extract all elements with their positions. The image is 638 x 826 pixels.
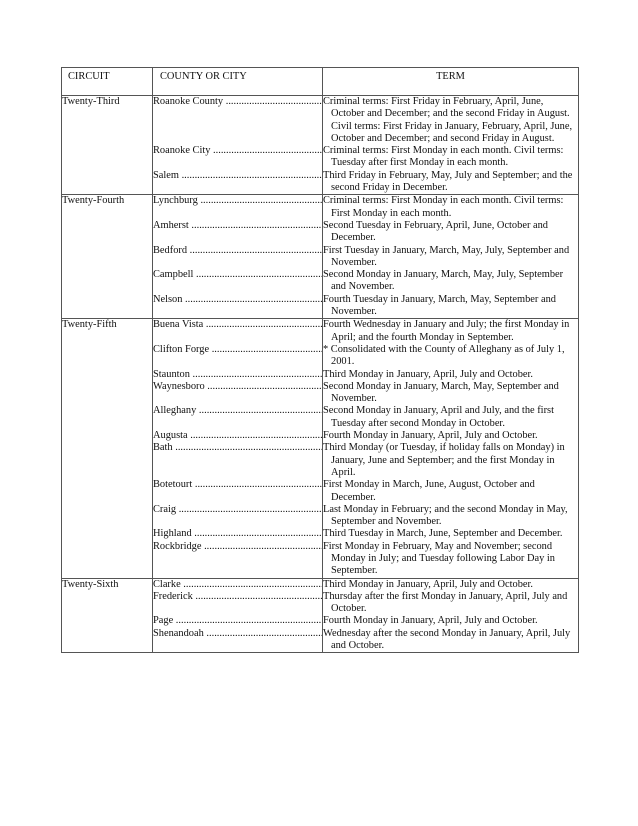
term-entry: Second Monday in January, March, May, July, September and November. <box>323 269 564 293</box>
county-entry <box>153 405 322 430</box>
county-name: Clifton Forge <box>153 343 210 355</box>
county-list <box>153 319 323 578</box>
county-entry <box>153 344 322 369</box>
term-list <box>323 578 579 653</box>
dot-leader <box>181 579 322 590</box>
term-list <box>323 319 579 578</box>
term-list <box>323 195 579 319</box>
term-entry: Fourth Monday in January, April, July and October. <box>323 430 538 442</box>
county-name: Frederick <box>153 590 193 602</box>
term-list <box>323 96 579 195</box>
dot-leader <box>189 220 322 231</box>
county-name: Buena Vista <box>153 319 204 331</box>
county-name: Botetourt <box>153 479 193 491</box>
circuit-row <box>62 96 579 195</box>
county-name: Campbell <box>153 269 194 281</box>
county-list <box>153 578 323 653</box>
header-row <box>62 68 579 96</box>
county-entry <box>153 591 322 616</box>
dot-leader <box>190 369 322 380</box>
term-entry: Second Monday in January, April and July, and the first Tuesday after second Monday in October. <box>323 405 554 429</box>
county-entry <box>153 430 322 442</box>
county-name: Highland <box>153 528 192 540</box>
county-entry <box>153 269 322 294</box>
term-entry: Third Monday in January, April, July and October. <box>323 368 533 380</box>
county-entry <box>153 381 322 406</box>
county-entry <box>153 528 322 540</box>
county-header: COUNTY OR CITY <box>153 68 323 96</box>
dot-leader <box>203 319 322 330</box>
county-name: Staunton <box>153 368 190 380</box>
dot-leader <box>192 528 322 539</box>
county-name: Augusta <box>153 430 188 442</box>
county-name: Craig <box>153 503 177 515</box>
county-name: Alleghany <box>153 405 197 417</box>
county-entry <box>153 245 322 270</box>
county-name: Roanoke County <box>153 96 224 107</box>
county-entry <box>153 541 322 578</box>
term-entry: Wednesday after the second Monday in January, April, July and October. <box>323 627 571 652</box>
dot-leader <box>193 591 322 602</box>
term-entry: Third Monday in January, April, July and October. <box>323 578 533 590</box>
circuit-name: Twenty-Fourth <box>62 195 153 319</box>
county-name: Shenandoah <box>153 627 204 639</box>
circuit-name: Twenty-Sixth <box>62 578 153 653</box>
dot-leader <box>201 541 322 552</box>
county-entry <box>153 479 322 504</box>
dot-leader <box>198 195 322 206</box>
county-name: Salem <box>153 169 179 181</box>
county-entry <box>153 145 322 170</box>
term-entry: Third Tuesday in March, June, September and December. <box>323 528 563 540</box>
term-entry: Third Monday (or Tuesday, if holiday falls on Monday) in January, June and September; and the first Monday in April. <box>323 442 565 478</box>
term-entry: * Consolidated with the County of Alleghany as of July 1, 2001. <box>323 343 565 368</box>
dot-leader <box>176 504 322 515</box>
dot-leader <box>205 381 322 392</box>
county-entry <box>153 369 322 381</box>
term-entry: Last Monday in February; and the second Monday in May, September and November. <box>323 503 568 528</box>
term-header: TERM <box>323 68 579 96</box>
county-entry <box>153 628 322 653</box>
county-list <box>153 96 323 195</box>
county-entry <box>153 96 322 145</box>
dot-leader <box>179 170 322 181</box>
term-entry: First Tuesday in January, March, May, July, September and November. <box>323 244 570 268</box>
circuit-name: Twenty-Fifth <box>62 319 153 578</box>
term-entry: First Monday in February, May and November; second Monday in July; and Tuesday following Labor Day in September. <box>323 540 555 577</box>
dot-leader <box>223 96 322 107</box>
court-terms-table <box>61 67 579 653</box>
county-entry <box>153 442 322 479</box>
county-list <box>153 195 323 319</box>
dot-leader <box>187 245 322 256</box>
term-entry: Third Friday in February, May, July and September; and the second Friday in December. <box>323 169 573 194</box>
circuit-row <box>62 319 579 578</box>
county-entry <box>153 170 322 195</box>
dot-leader <box>204 628 322 639</box>
county-name: Page <box>153 615 174 627</box>
dot-leader <box>182 294 322 305</box>
dot-leader <box>173 615 322 626</box>
dot-leader <box>196 405 322 416</box>
dot-leader <box>192 479 322 490</box>
county-name: Roanoke City <box>153 145 211 157</box>
dot-leader <box>188 430 322 441</box>
term-entry: Fourth Wednesday in January and July; the first Monday in April; and the fourth Monday in September. <box>323 319 570 343</box>
term-entry: Criminal terms: First Friday in February, April, June, October and December; and the second Friday in August. Civil terms: First Friday in January, February, April, June, October and December; and second Friday in August. <box>323 96 573 144</box>
term-entry: Fourth Tuesday in January, March, May, September and November. <box>323 293 556 318</box>
dot-leader <box>173 442 322 453</box>
county-name: Lynchburg <box>153 195 198 207</box>
circuit-row <box>62 195 579 319</box>
county-name: Bath <box>153 442 173 454</box>
county-name: Amherst <box>153 219 189 231</box>
term-entry: Criminal terms: First Monday in each month. Civil terms: Tuesday after first Monday in each month. <box>323 145 564 169</box>
county-name: Rockbridge <box>153 540 202 552</box>
dot-leader <box>209 344 322 355</box>
term-entry: Criminal terms: First Monday in each month. Civil terms: First Monday in each month. <box>323 195 564 219</box>
circuit-row <box>62 578 579 653</box>
circuit-name: Twenty-Third <box>62 96 153 195</box>
county-entry <box>153 504 322 529</box>
county-entry <box>153 195 322 220</box>
dot-leader <box>210 145 322 156</box>
county-entry <box>153 319 322 344</box>
county-name: Bedford <box>153 244 188 256</box>
county-entry <box>153 579 322 591</box>
term-entry: Second Monday in January, March, May, September and November. <box>323 380 559 405</box>
term-entry: Thursday after the first Monday in January, April, July and October. <box>323 590 568 615</box>
county-entry <box>153 220 322 245</box>
table-body <box>62 96 579 653</box>
dot-leader <box>193 269 322 280</box>
county-name: Clarke <box>153 578 181 590</box>
term-entry: Fourth Monday in January, April, July and October. <box>323 615 538 627</box>
term-entry: First Monday in March, June, August, October and December. <box>323 479 535 503</box>
county-name: Waynesboro <box>153 380 205 392</box>
county-entry <box>153 294 322 319</box>
term-entry: Second Tuesday in February, April, June, October and December. <box>323 219 549 244</box>
county-entry <box>153 615 322 627</box>
county-name: Nelson <box>153 293 183 305</box>
circuit-header: CIRCUIT <box>62 68 153 96</box>
